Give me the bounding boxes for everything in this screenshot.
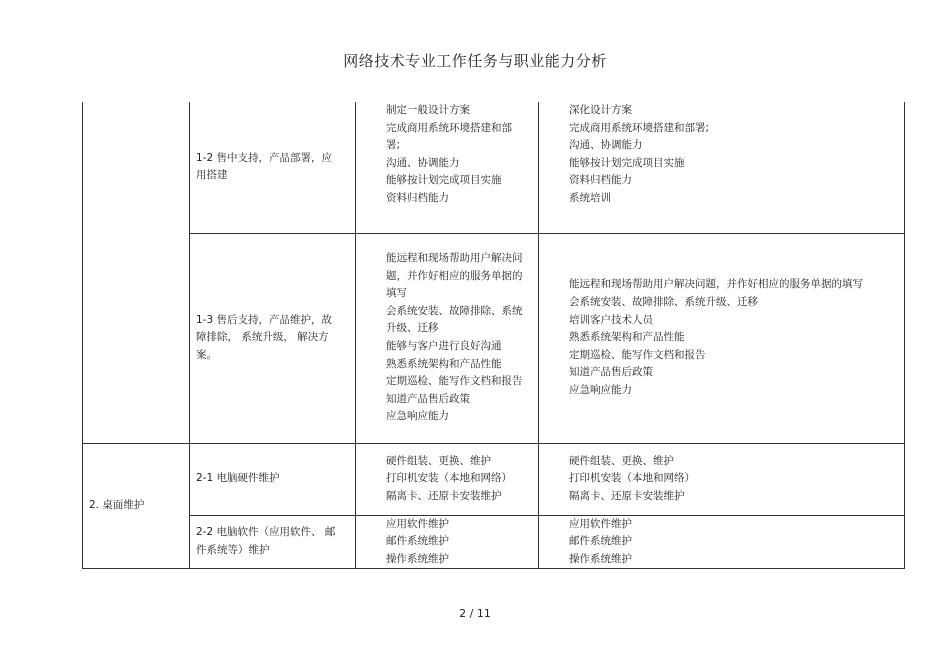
list-item: 邮件系统维护 — [569, 535, 632, 548]
list-item: 打印机安装（本地和网络） — [569, 472, 695, 485]
work-area-cell — [83, 443, 190, 569]
list-item: 完成商用系统环境搭建和部署; — [386, 121, 512, 152]
list-item: 邮件系统维护 — [386, 535, 449, 548]
task-ability-table — [82, 102, 905, 569]
list-item: 应用软件维护 — [386, 517, 449, 530]
list-item: 硬件组装、更换、维护 — [569, 454, 674, 467]
list-item: 完成商用系统环境搭建和部署; — [569, 121, 710, 134]
list-item: 应用软件维护 — [569, 517, 632, 530]
list-item: 熟悉系统架构和产品性能 — [569, 331, 685, 344]
basic-ability-cell — [356, 233, 539, 443]
page-number: 2 / 11 — [459, 607, 491, 620]
list-item: 资料归档能力 — [569, 174, 632, 187]
page-title: 网络技术专业工作任务与职业能力分析 — [343, 52, 607, 70]
work-area-text: 2. 桌面维护 — [89, 499, 145, 512]
advanced-ability-cell — [539, 443, 905, 515]
list-item: 知道产品售后政策 — [386, 392, 470, 405]
task-text: 1-3 售后支持，产品维护，故障排除， 系统升级， 解决方案。 — [196, 313, 332, 361]
list-item: 培训客户技术人员 — [569, 313, 653, 326]
list-item: 定期巡检、能写作文档和报告 — [386, 375, 523, 388]
table-row — [83, 443, 905, 515]
list-item: 深化设计方案 — [569, 104, 632, 116]
list-item: 打印机安装（本地和网络） — [386, 472, 512, 485]
list-item: 沟通、协调能力 — [386, 156, 460, 169]
list-item: 会系统安装、故障排除、系统升级、迁移 — [569, 296, 758, 309]
list-item: 能够与客户进行良好沟通 — [386, 340, 502, 352]
advanced-ability-cell — [539, 233, 905, 443]
task-text: 1-2 售中支持，产品部署，应用搭建 — [196, 151, 332, 182]
list-item: 能够按计划完成项目实施 — [386, 174, 502, 187]
list-item: 能远程和现场帮助用户解决问题，并作好相应的服务单据的填写 — [569, 278, 863, 291]
advanced-ability-cell — [539, 102, 905, 233]
table-row — [83, 233, 905, 443]
list-item: 硬件组装、更换、维护 — [386, 454, 491, 467]
task-cell — [190, 443, 356, 515]
list-item: 定期巡检、能写作文档和报告 — [569, 348, 706, 361]
list-item: 隔离卡、还原卡安装维护 — [569, 489, 685, 502]
basic-ability-cell — [356, 443, 539, 515]
table-row — [83, 515, 905, 569]
list-item: 熟悉系统架构和产品性能 — [386, 357, 502, 370]
basic-ability-cell — [356, 102, 539, 233]
list-item: 操作系统维护 — [569, 552, 632, 565]
list-item: 隔离卡、还原卡安装维护 — [386, 489, 502, 502]
task-text: 2-1 电脑硬件维护 — [196, 472, 280, 485]
task-cell — [190, 233, 356, 443]
list-item: 会系统安装、故障排除、系统升级、迁移 — [386, 304, 523, 335]
basic-ability-cell — [356, 515, 539, 569]
task-cell — [190, 515, 356, 569]
list-item: 知道产品售后政策 — [569, 366, 653, 379]
list-item: 系统培训 — [569, 191, 611, 204]
list-item: 应急响应能力 — [386, 410, 449, 423]
list-item: 操作系统维护 — [386, 552, 449, 565]
list-item: 能够按计划完成项目实施 — [569, 156, 685, 169]
list-item: 能远程和现场帮助用户解决问题，并作好相应的服务单据的填写 — [386, 252, 523, 300]
task-text: 2-2 电脑软件（应用软件、 邮件系统等）维护 — [196, 526, 336, 556]
task-cell — [190, 102, 356, 233]
list-item: 应急响应能力 — [569, 383, 632, 396]
advanced-ability-cell — [539, 515, 905, 569]
table-row — [83, 102, 905, 233]
work-area-cell — [83, 102, 190, 443]
list-item: 沟通、协调能力 — [569, 139, 643, 152]
list-item: 资料归档能力 — [386, 191, 449, 204]
list-item: 制定一般设计方案 — [386, 104, 470, 116]
